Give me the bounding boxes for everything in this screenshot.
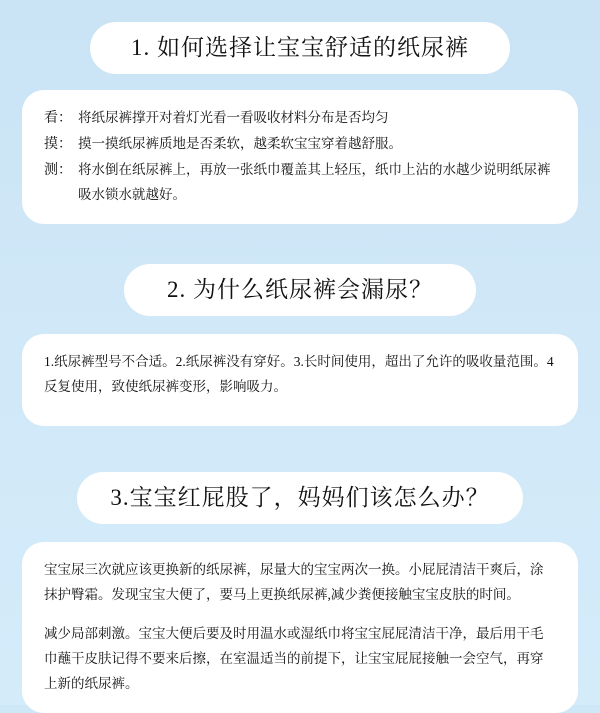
section-1-row-1-key: 摸： (44, 136, 72, 152)
section-3-heading: 3.宝宝红屁股了，妈妈们该怎么办？ (77, 472, 523, 524)
section-3-paragraph-1: 减少局部刺激。宝宝大便后要及时用温水或湿纸巾将宝宝屁屁清洁干净，最后用干毛巾蘸干皮肤记得不要来后擦，在室温适当的前提下，让宝宝屁屁接触一会空气，再穿上新的纸尿裤。 (44, 625, 544, 691)
section-1-row-0-key: 看： (44, 111, 72, 126)
section-1-row-1-value: 摸一摸纸尿裤质地是否柔软，越柔软宝宝穿着越舒服。 (78, 135, 402, 151)
section-3 (0, 426, 600, 713)
section-2-card (22, 334, 578, 426)
section-1-row-2-value: 将水倒在纸尿裤上，再放一张纸巾覆盖其上轻压，纸巾上沾的水越少说明纸尿裤吸水锁水就越好。 (78, 161, 551, 202)
list-item (44, 158, 556, 208)
section-2-heading: 2. 为什么纸尿裤会漏尿？ (124, 264, 476, 316)
section-2-heading-wrap (0, 224, 600, 316)
section-1-card (22, 90, 578, 224)
section-3-heading-wrap (0, 426, 600, 524)
list-item (44, 132, 556, 158)
section-1-heading: 1. 如何选择让宝宝舒适的纸尿裤 (90, 22, 510, 74)
list-item (44, 106, 556, 132)
section-1 (0, 0, 600, 224)
section-3-card (22, 542, 578, 713)
section-3-paragraph-0: 宝宝尿三次就应该更换新的纸尿裤，尿量大的宝宝两次一换。小屁屁清洁干爽后，涂抹护臀霜。发现宝宝大便了，要马上更换纸尿裤,减少粪便接触宝宝皮肤的时间。 (44, 561, 544, 602)
section-2-paragraph-0: 1.纸尿裤型号不合适。2.纸尿裤没有穿好。3.长时间使用，超出了允许的吸收量范围。4反复使用，致使纸尿裤变形，影响吸力。 (44, 353, 554, 394)
section-1-heading-wrap (0, 0, 600, 74)
section-2 (0, 224, 600, 426)
section-1-row-0-value: 将纸尿裤撑开对着灯光看一看吸收材料分布是否均匀 (78, 110, 389, 125)
section-1-row-2-key: 测： (44, 162, 72, 178)
